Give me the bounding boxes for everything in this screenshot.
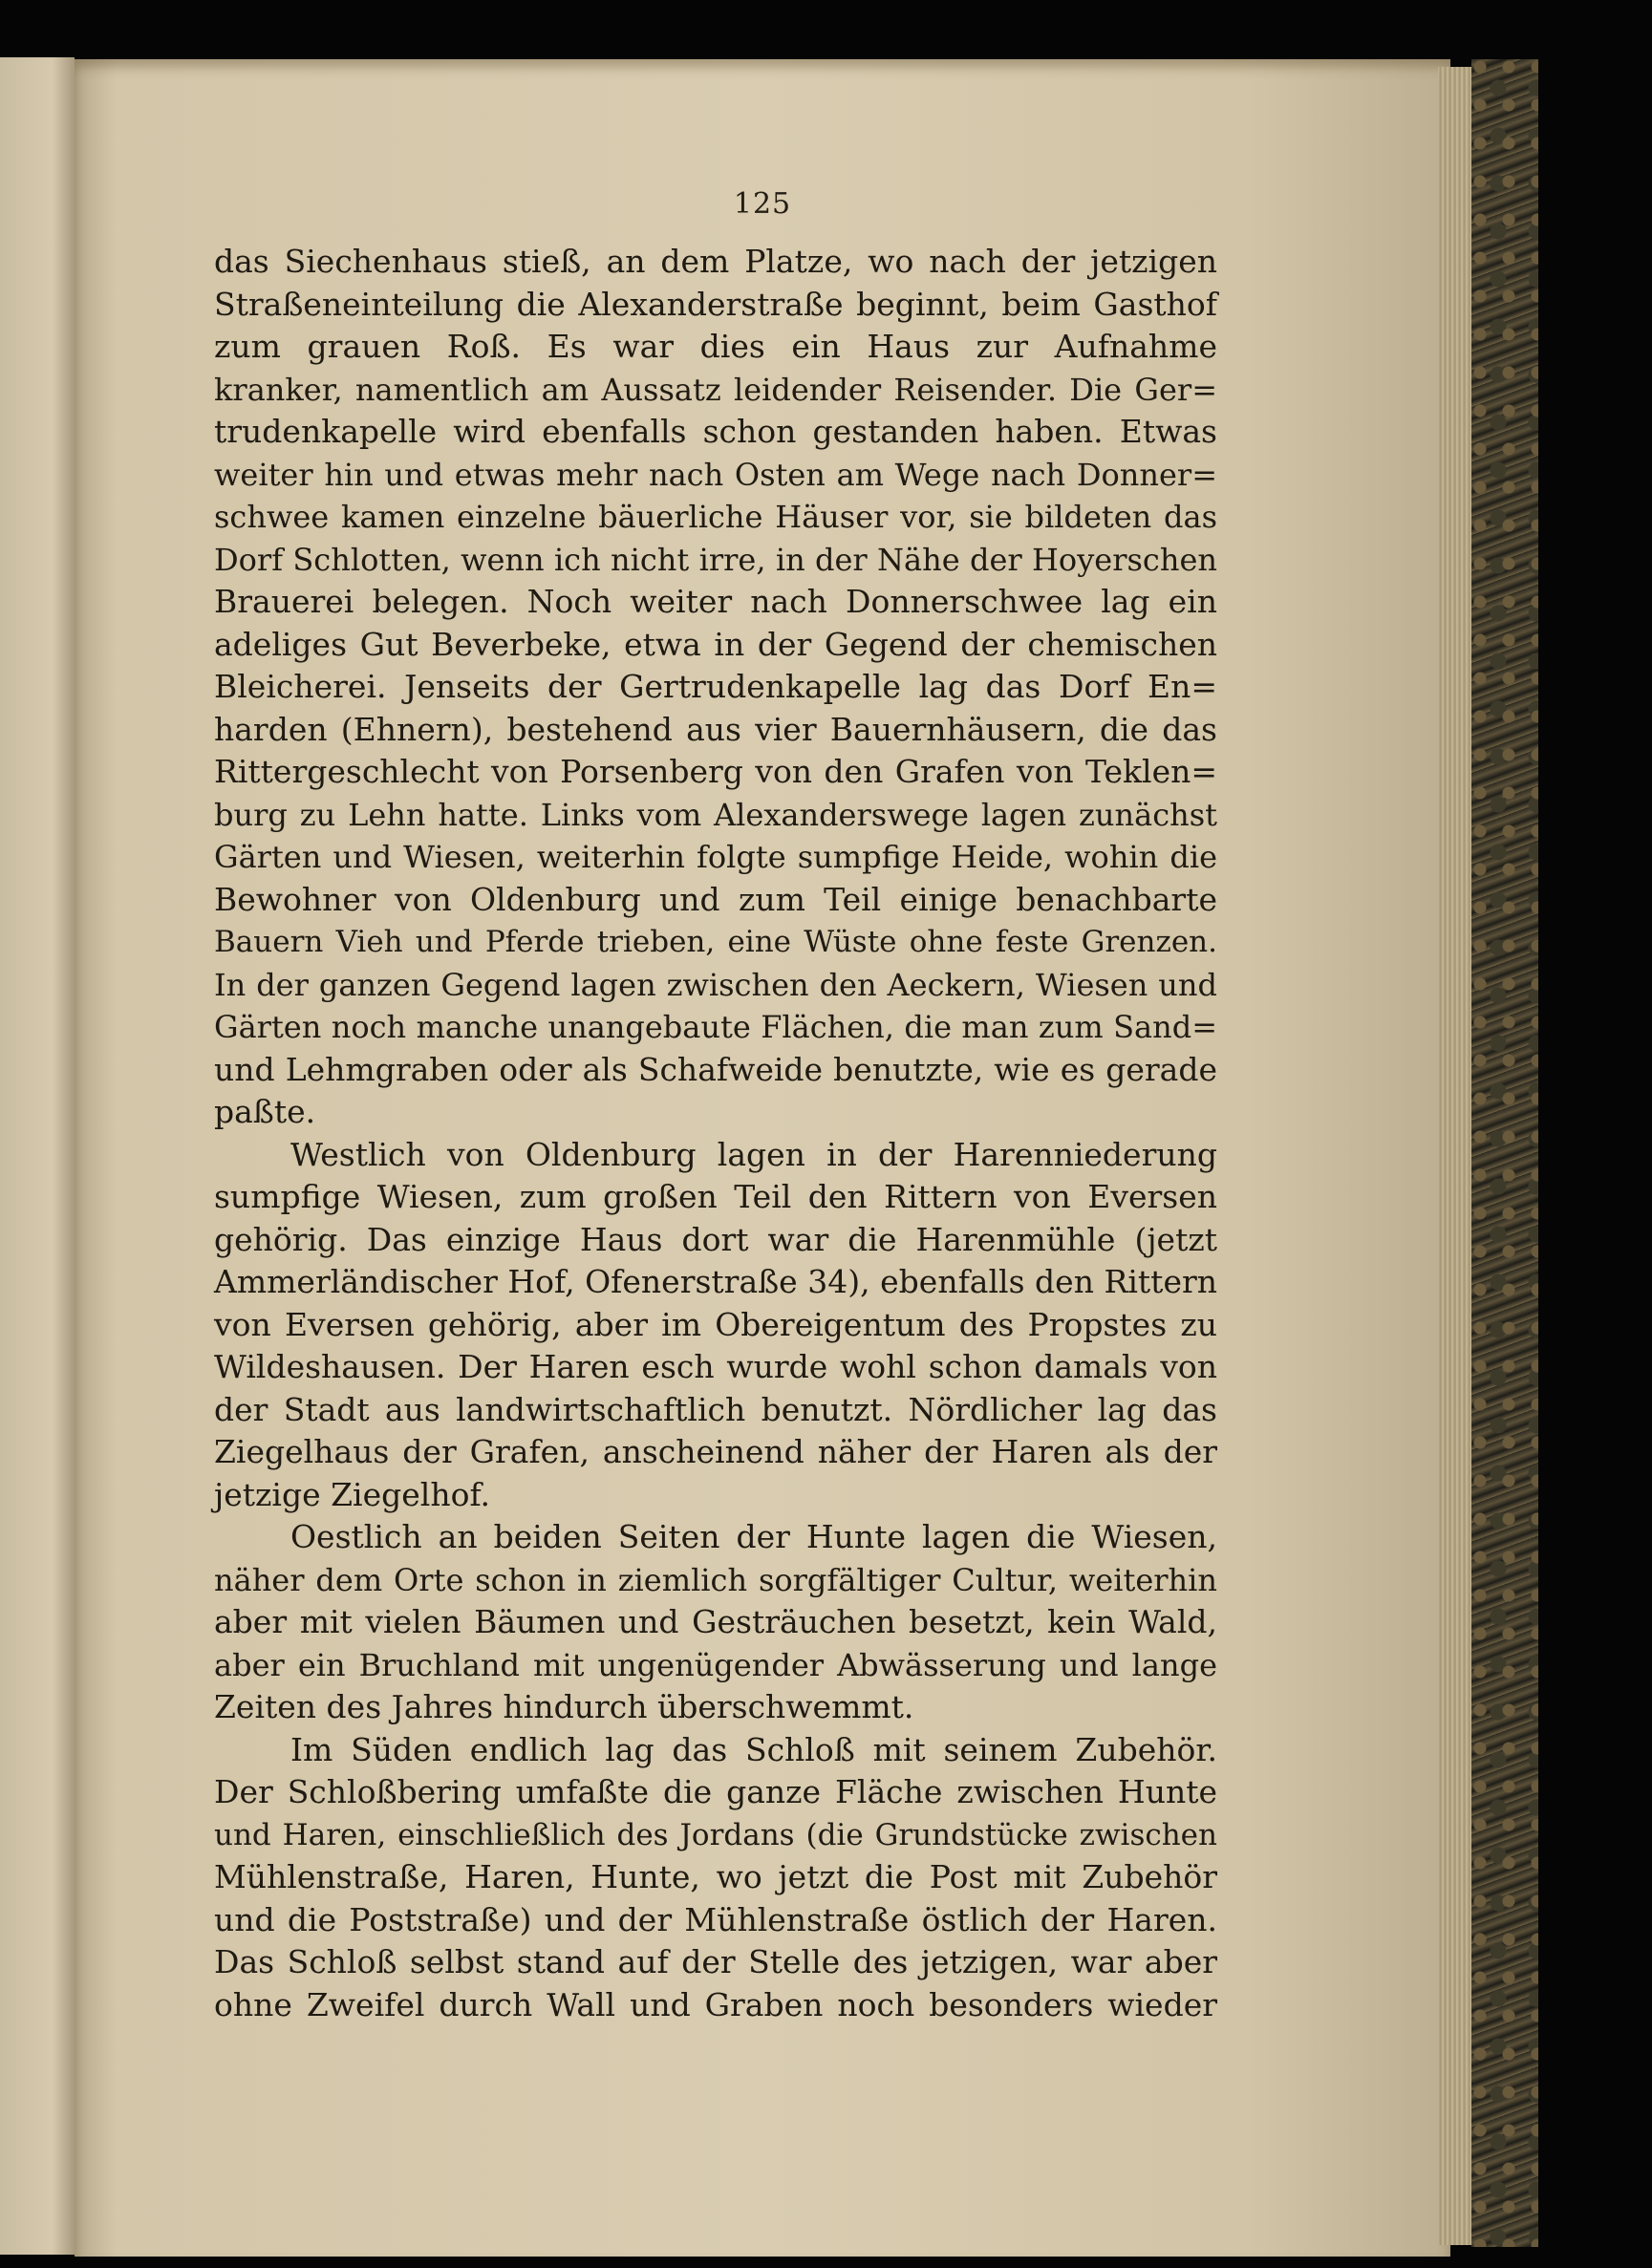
text-line: aber mit vielen Bäumen und Gesträuchen besetzt, kein Wald,: [214, 1603, 1217, 1640]
text-line: und Haren, einschließlich des Jordans (die Grundstücke zwischen: [214, 1817, 1217, 1852]
text-line: Bauern Vieh und Pferde trieben, eine Wüste ohne feste Grenzen.: [214, 925, 1217, 959]
text-line: harden (Ehnern), bestehend aus vier Bauernhäusern, die das: [214, 710, 1217, 748]
text-line: von Eversen gehörig, aber im Obereigentum des Propstes zu: [214, 1305, 1217, 1343]
text-line: sumpfige Wiesen, zum großen Teil den Rittern von Eversen: [214, 1178, 1217, 1215]
text-line: Straßeneinteilung die Alexanderstraße beginnt, beim Gasthof: [214, 285, 1217, 323]
text-line: In der ganzen Gegend lagen zwischen den Aeckern, Wiesen und: [214, 966, 1217, 1003]
text-line: Ammerländischer Hof, Ofenerstraße 34), ebenfalls den Rittern: [214, 1263, 1217, 1300]
text-line: Zeiten des Jahres hindurch überschwemmt.: [214, 1688, 914, 1725]
text-line: und Lehmgraben oder als Schafweide benutzte, wie es gerade: [214, 1050, 1217, 1088]
text-line: das Siechenhaus stieß, an dem Platze, wo nach der jetzigen: [214, 243, 1217, 280]
text-line: Wildeshausen. Der Haren esch wurde wohl schon damals von: [214, 1348, 1217, 1385]
facing-page-edge: [0, 57, 75, 2255]
text-line: Gärten und Wiesen, weiterhin folgte sumpfige Heide, wohin die: [214, 839, 1217, 875]
text-line: Bewohner von Oldenburg und zum Teil einige benachbarte: [214, 880, 1217, 918]
text-line: Oestlich an beiden Seiten der Hunte lagen die Wiesen,: [290, 1518, 1217, 1555]
marbled-cover: [1471, 59, 1538, 2247]
text-line: aber ein Bruchland mit ungenügender Abwässerung und lange: [214, 1646, 1217, 1683]
text-line: zum grauen Roß. Es war dies ein Haus zur Aufnahme: [214, 328, 1217, 365]
text-line: Rittergeschlecht von Porsenberg von den Grafen von Teklen=: [214, 753, 1217, 790]
text-line: Westlich von Oldenburg lagen in der Harenniederung: [290, 1135, 1217, 1173]
text-line: Das Schloß selbst stand auf der Stelle des jetzigen, war aber: [214, 1943, 1217, 1980]
text-line: weiter hin und etwas mehr nach Osten am Wege nach Donner=: [214, 456, 1217, 493]
text-line: jetzige Ziegelhof.: [214, 1475, 490, 1513]
text-line: kranker, namentlich am Aussatz leidender Reisender. Die Ger=: [214, 371, 1217, 408]
body-text: [214, 241, 1217, 2026]
text-line: Bleicherei. Jenseits der Gertrudenkapelle lag das Dorf En=: [214, 668, 1217, 705]
text-line: burg zu Lehn hatte. Links vom Alexanderswege lagen zunächst: [214, 796, 1217, 833]
text-line: Im Süden endlich lag das Schloß mit seinem Zubehör.: [290, 1730, 1217, 1768]
text-line: Ziegelhaus der Grafen, anscheinend näher der Haren als der: [214, 1433, 1217, 1470]
text-line: näher dem Orte schon in ziemlich sorgfältiger Cultur, weiterhin: [214, 1561, 1217, 1598]
text-line: Gärten noch manche unangebaute Flächen, die man zum Sand=: [214, 1009, 1217, 1045]
text-line: gehörig. Das einzige Haus dort war die Harenmühle (jetzt: [214, 1220, 1217, 1258]
text-line: Mühlenstraße, Haren, Hunte, wo jetzt die Post mit Zubehör: [214, 1858, 1217, 1895]
text-line: paßte.: [214, 1093, 316, 1130]
text-line: Brauerei belegen. Noch weiter nach Donnerschwee lag ein: [214, 583, 1217, 620]
text-line: der Stadt aus landwirtschaftlich benutzt. Nördlicher lag das: [214, 1390, 1217, 1428]
text-line: schwee kamen einzelne bäuerliche Häuser vor, sie bildeten das: [214, 499, 1217, 535]
scan-top-edge: [0, 0, 1652, 59]
page-stack-edges: [1438, 67, 1476, 2245]
page-number: 125: [733, 187, 792, 221]
text-line: und die Poststraße) und der Mühlenstraße östlich der Haren.: [214, 1900, 1217, 1938]
text-line: ohne Zweifel durch Wall und Graben noch besonders wieder: [214, 1985, 1217, 2023]
text-line: Dorf Schlotten, wenn ich nicht irre, in der Nähe der Hoyerschen: [214, 541, 1217, 578]
text-line: adeliges Gut Beverbeke, etwa in der Gegend der chemischen: [214, 625, 1217, 663]
text-line: trudenkapelle wird ebenfalls schon gestanden haben. Etwas: [214, 413, 1217, 450]
text-line: Der Schloßbering umfaßte die ganze Fläche zwischen Hunte: [214, 1773, 1217, 1810]
